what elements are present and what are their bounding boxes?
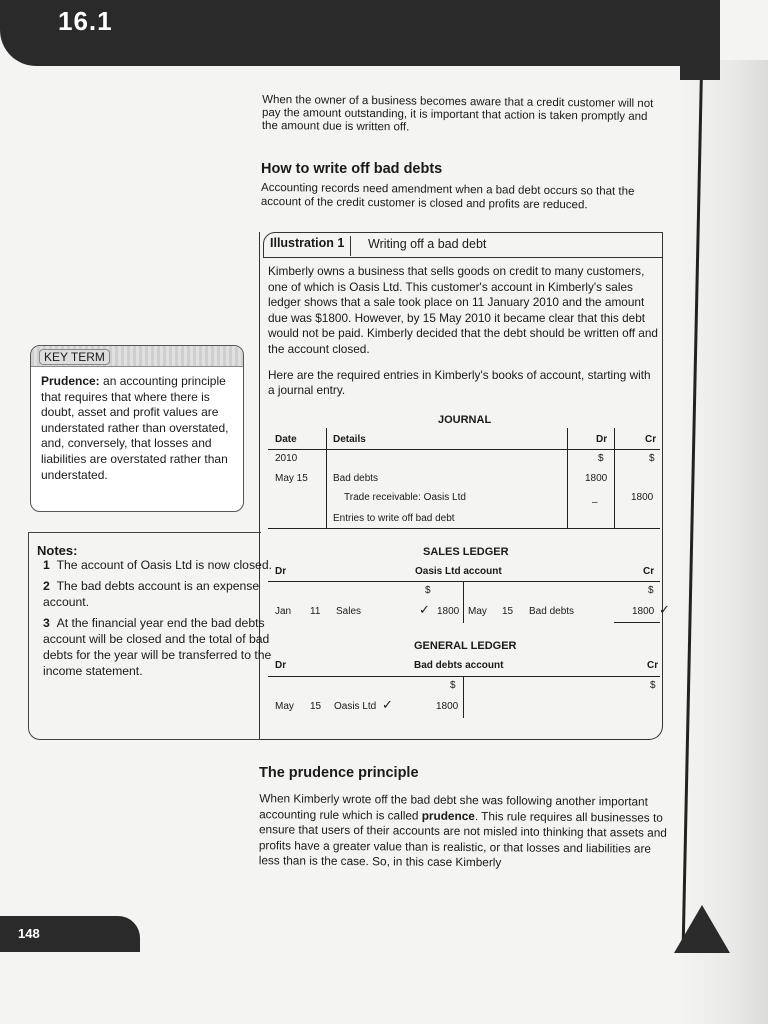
journal-dash: – [592,497,598,508]
write-off-paragraph: Accounting records need amendment when a bad debt occurs so that the account of the credit customer is closed and profits are reduced. [260,181,635,211]
illustration-label: Illustration 1 [270,236,351,256]
journal-divider-2 [567,428,568,528]
key-term-label: KEY TERM [39,349,110,365]
illustration-paragraph-2: Here are the required entries in Kimberly's books of account, starting with a journal entry. [268,368,651,397]
journal-col-date: Date [275,434,297,445]
journal-col-dr: Dr [596,434,608,445]
illustration-paragraph-1: Kimberly owns a business that sells goods on credit to many customers, one of which is Oasis Ltd. This customer's account in Kimberly's sales ledger shows that a sale took place on 11 January 2010 and the amount due was $1800. However, by 15 May 2010 it became clear that this debt would not be paid. Kimberly decided that the debt should be written off and the account closed. [268,264,658,356]
general-ledger-cr-unit: $ [650,680,656,691]
general-ledger-debit-day: 15 [310,701,322,712]
illustration-title: Writing off a bad debt [368,237,487,251]
journal-title: JOURNAL [438,414,492,426]
sales-ledger-total-rule [614,622,660,623]
general-ledger-debit-desc: Oasis Ltd [334,701,377,712]
general-ledger-account: Bad debts account [414,660,504,671]
journal-col-cr: Cr [645,434,657,445]
journal-bottom-rule [268,528,660,529]
prudence-text-2: . This rule requires all businesses to ensure that users of their accounts are not misled into thinking that assets and profits have a greater value than is realistic, or that losses and liabilities are less than is the case. So, in this case Kimberly [258,808,667,870]
page-number: 148 [18,926,40,941]
checkmark-icon: ✓ [659,602,670,617]
key-term-word: Prudence: [41,374,100,388]
checkmark-icon: ✓ [419,602,430,617]
sales-ledger-debit-desc: Sales [336,606,362,617]
general-ledger-top-rule [268,676,660,677]
note-text: The account of Oasis Ltd is now closed. [56,558,272,572]
general-ledger-dr: Dr [275,660,287,671]
section-number: 16.1 [58,6,113,36]
sales-ledger-debit-month: Jan [275,606,292,617]
notes-title: Notes: [37,543,78,558]
journal-divider-3 [614,428,615,528]
note-item [43,615,275,679]
sales-ledger-credit-month: May [468,606,487,617]
prudence-text-1: When Kimberly wrote off the bad debt she was following another important accounting rule which is called [259,791,648,823]
note-item [43,578,275,610]
journal-credit-account: Trade receivable: Oasis Ltd [344,492,466,503]
journal-date: May 15 [275,473,308,484]
sales-ledger-account: Oasis Ltd account [415,566,502,577]
journal-cr-amount: 1800 [631,492,654,503]
page-curl-shadow [680,60,768,1024]
heading-prudence: The prudence principle [259,765,419,781]
general-ledger-centre-rule [463,676,464,718]
key-term-box [30,345,244,512]
general-ledger-title: GENERAL LEDGER [414,640,517,652]
key-term-body [41,374,239,483]
journal-dr-amount: 1800 [585,473,608,484]
sales-ledger-credit-amount: 1800 [632,606,655,617]
note-number: 1 [43,558,50,572]
sales-ledger-centre-rule [463,581,464,623]
sales-ledger-credit-day: 15 [502,606,514,617]
prudence-term: prudence [421,808,475,823]
sales-ledger-debit-day: 11 [310,606,321,617]
note-item [43,557,275,573]
journal-debit-account: Bad debts [333,473,379,484]
general-ledger-dr-unit: $ [450,680,456,691]
general-ledger-cr: Cr [647,660,659,671]
note-number: 3 [43,616,50,630]
heading-write-off: How to write off bad debts [261,161,443,177]
sales-ledger-cr: Cr [643,566,655,577]
sales-ledger-debit-amount: 1800 [437,606,460,617]
book-spine-foot [674,905,730,953]
illustration-header [263,232,663,258]
sales-ledger-top-rule [268,581,660,582]
general-ledger-debit-amount: 1800 [436,701,459,712]
intro-paragraph: When the owner of a business becomes aware that a credit customer will not pay the amount outstanding, it is important that action is taken promptly and the amount due is written off. [261,93,654,134]
sales-ledger-dr-unit: $ [425,585,431,596]
journal-divider-1 [326,428,327,528]
general-ledger-debit-month: May [275,701,294,712]
journal-dr-unit: $ [598,453,604,464]
sales-ledger-dr: Dr [275,566,287,577]
journal-col-details: Details [333,434,366,445]
journal-cr-unit: $ [649,453,655,464]
notes-box [28,532,272,740]
sales-ledger-cr-unit: $ [648,585,654,596]
sales-ledger-credit-desc: Bad debts [529,606,575,617]
note-number: 2 [43,579,50,593]
prudence-paragraph [259,791,670,872]
key-term-definition: an accounting principle that requires that where there is doubt, asset and profit values are understated rather than overstated, and, conversely, that losses and liabilities are overstated rather than understated. [41,374,229,482]
sales-ledger-title: SALES LEDGER [423,546,509,558]
journal-year: 2010 [275,453,298,464]
note-text: At the financial year end the bad debts account will be closed and the total of bad debts for the year will be transferred to the income statement. [43,616,272,678]
checkmark-icon: ✓ [382,697,393,712]
journal-narrative: Entries to write off bad debt [333,513,455,524]
note-text: The bad debts account is an expense account. [43,579,260,609]
